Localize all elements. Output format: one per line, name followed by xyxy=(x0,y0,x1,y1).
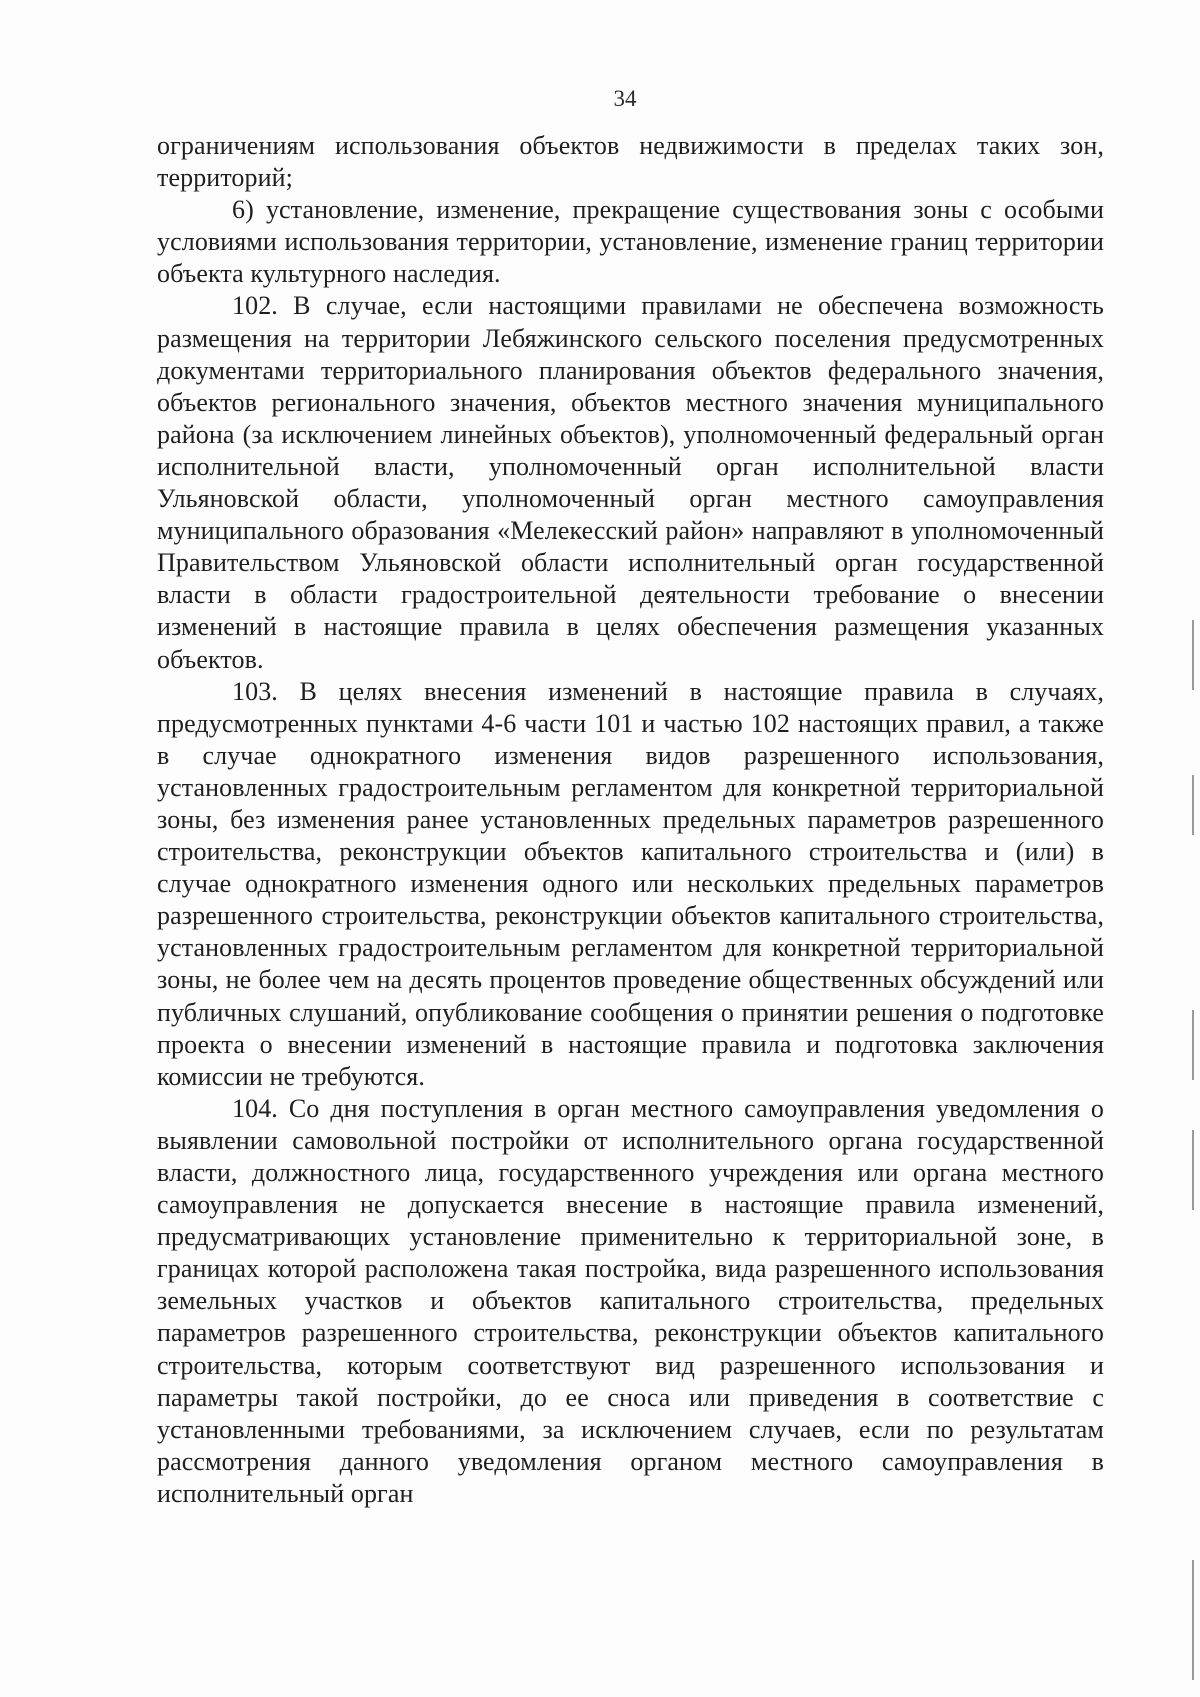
document-body xyxy=(157,130,1104,1510)
paragraph-102: 102. В случае, если настоящими правилами не обеспечена возможность размещения на территории Лебяжинского сельского поселения предусмотренных документами территориального планирования объектов федерального значения, объектов регионального значения, объектов местного значения муниципального района (за исключением линейных объектов), уполномоченный федеральный орган исполнительной власти, уполномоченный орган исполнительной власти Ульяновской области, уполномоченный орган местного самоуправления муниципального образования «Мелекесский район» направляют в уполномоченный Правительством Ульяновской области исполнительный орган государственной власти в области градостроительной деятельности требование о внесении изменений в настоящие правила в целях обеспечения размещения указанных объектов. xyxy=(157,291,1104,674)
page-number: 34 xyxy=(613,86,637,111)
paragraph-104: 104. Со дня поступления в орган местного самоуправления уведомления о выявлении самовольной постройки от исполнительного органа государственной власти, должностного лица, государственного учреждения или органа местного самоуправления не допускается внесение в настоящие правила изменений, предусматривающих установление применительно к территориальной зоне, в границах которой расположена такая постройка, вида разрешенного использования земельных участков и объектов капитального строительства, предельных параметров разрешенного строительства, реконструкции объектов капитального строительства, которым соответствуют вид разрешенного использования и параметры такой постройки, до ее сноса или приведения в соответствие с установленными требованиями, за исключением случаев, если по результатам рассмотрения данного уведомления органом местного самоуправления в исполнительный орган xyxy=(157,1093,1104,1508)
paragraph-103: 103. В целях внесения изменений в настоящие правила в случаях, предусмотренных пунктами 4-6 части 101 и частью 102 настоящих правил, а также в случае однократного изменения видов разрешенного использования, установленных градостроительным регламентом для конкретной территориальной зоны, без изменения ранее установленных предельных параметров разрешенного строительства, реконструкции объектов капитального строительства и (или) в случае однократного изменения одного или нескольких предельных параметров разрешенного строительства, реконструкции объектов капитального строительства, установленных градостроительным регламентом для конкретной территориальной зоны, не более чем на десять процентов проведение общественных обсуждений или публичных слушаний, опубликование сообщения о принятии решения о подготовке проекта о внесении изменений в настоящие правила и подготовка заключения комиссии не требуются. xyxy=(157,676,1104,1091)
scan-artifact xyxy=(1192,1010,1194,1080)
scan-artifact xyxy=(1192,1130,1194,1210)
paragraph-continuation: ограничениям использования объектов недвижимости в пределах таких зон, территорий; xyxy=(157,131,1104,193)
scan-artifact xyxy=(1192,775,1194,835)
scan-artifact xyxy=(1192,1560,1194,1680)
scan-artifact xyxy=(1192,620,1194,690)
paragraph-item-6: 6) установление, изменение, прекращение существования зоны с особыми условиями использования территории, установление, изменение границ территории объекта культурного наследия. xyxy=(157,195,1104,289)
